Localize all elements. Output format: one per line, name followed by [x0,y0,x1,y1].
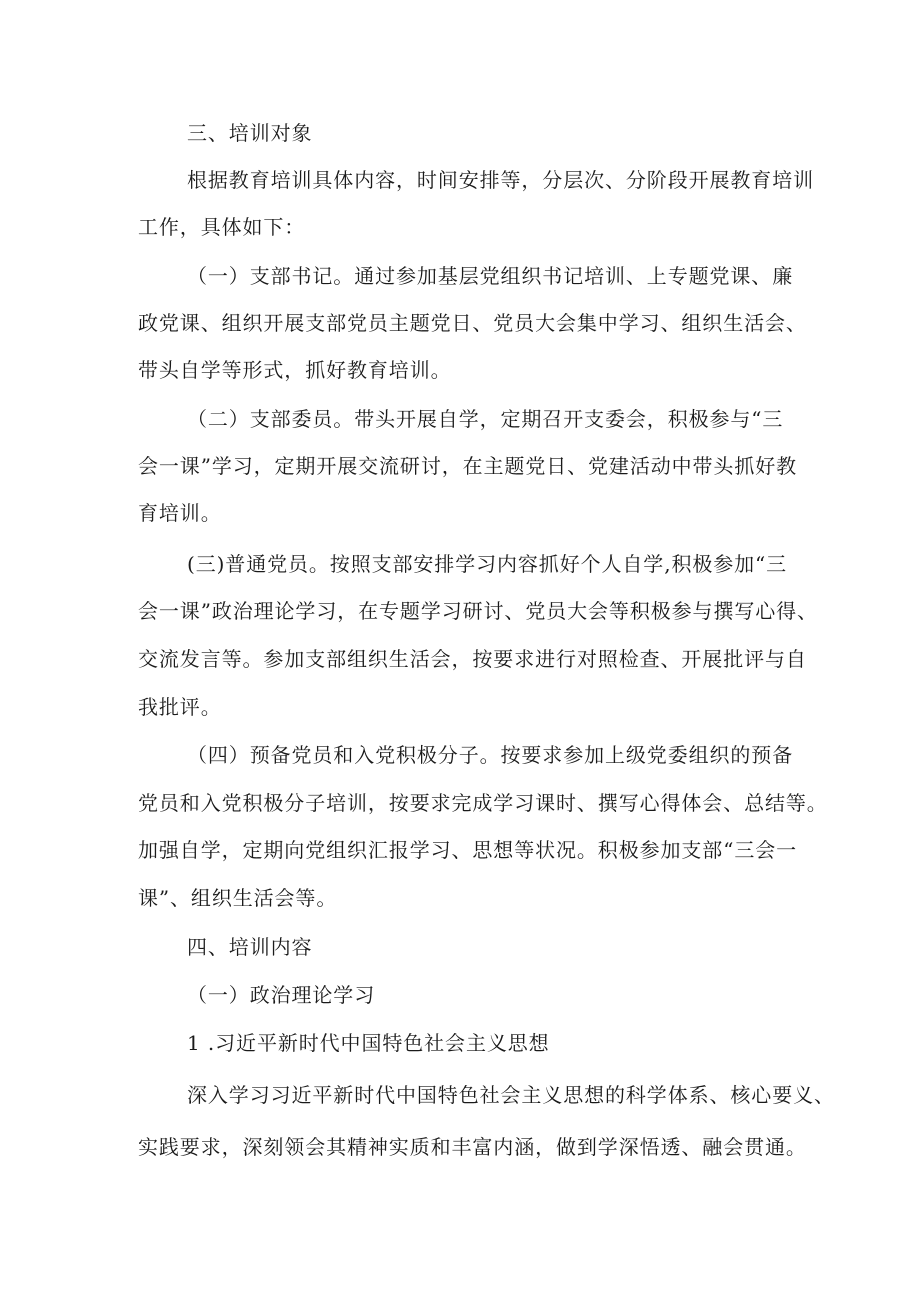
item3-line: (三)普通党员。按照支部安排学习内容抓好个人自学,积极参加“三 [187,552,788,576]
point1-body-line: 深入学习习近平新时代中国特色社会主义思想的科学体系、核心要义、 [187,1083,835,1107]
section3-intro-line: 根据教育培训具体内容，时间安排等，分层次、分阶段开展教育培训 [187,168,814,192]
item3-line: 会一课”政治理论学习，在专题学习研讨、党员大会等积极参与撰写心得、 [138,599,818,623]
item4-line: 课”、组织生活会等。 [138,886,338,910]
item3-line: 我批评。 [138,695,222,719]
section4-heading: 四、培训内容 [187,935,313,959]
subsection1-heading: （一）政治理论学习 [187,983,376,1007]
item4-line: 加强自学，定期向党组织汇报学习、思想等状况。积极参加支部“三会一 [138,838,798,862]
item1-line: 政党课、组织开展支部党员主题党日、党员大会集中学习、组织生活会、 [138,311,807,335]
item2-line: 会一课”学习，定期开展交流研讨，在主题党日、党建活动中带头抓好教 [138,454,798,478]
item1-line: （一）支部书记。通过参加基层党组织书记培训、上专题党课、廉 [187,264,794,288]
item4-line: 党员和入党积极分子培训，按要求完成学习课时、撰写心得体会、总结等。 [138,791,828,815]
item2-line: （二）支部委员。带头开展自学，定期召开支委会，积极参与“三 [187,407,784,431]
point1-body-line: 实践要求，深刻领会其精神实质和丰富内涵，做到学深悟透、融会贯通。 [138,1135,807,1159]
section3-intro-line: 工作，具体如下： [138,215,306,239]
item4-line: （四）预备党员和入党积极分子。按要求参加上级党委组织的预备 [187,743,794,767]
item1-line: 带头自学等形式，抓好教育培训。 [138,358,452,382]
item2-line: 育培训。 [138,501,222,525]
section3-heading: 三、培训对象 [187,121,313,145]
item3-line: 交流发言等。参加支部组织生活会，按要求进行对照检查、开展批评与自 [138,647,807,671]
point1-heading: 1 .习近平新时代中国特色社会主义思想 [187,1031,550,1055]
